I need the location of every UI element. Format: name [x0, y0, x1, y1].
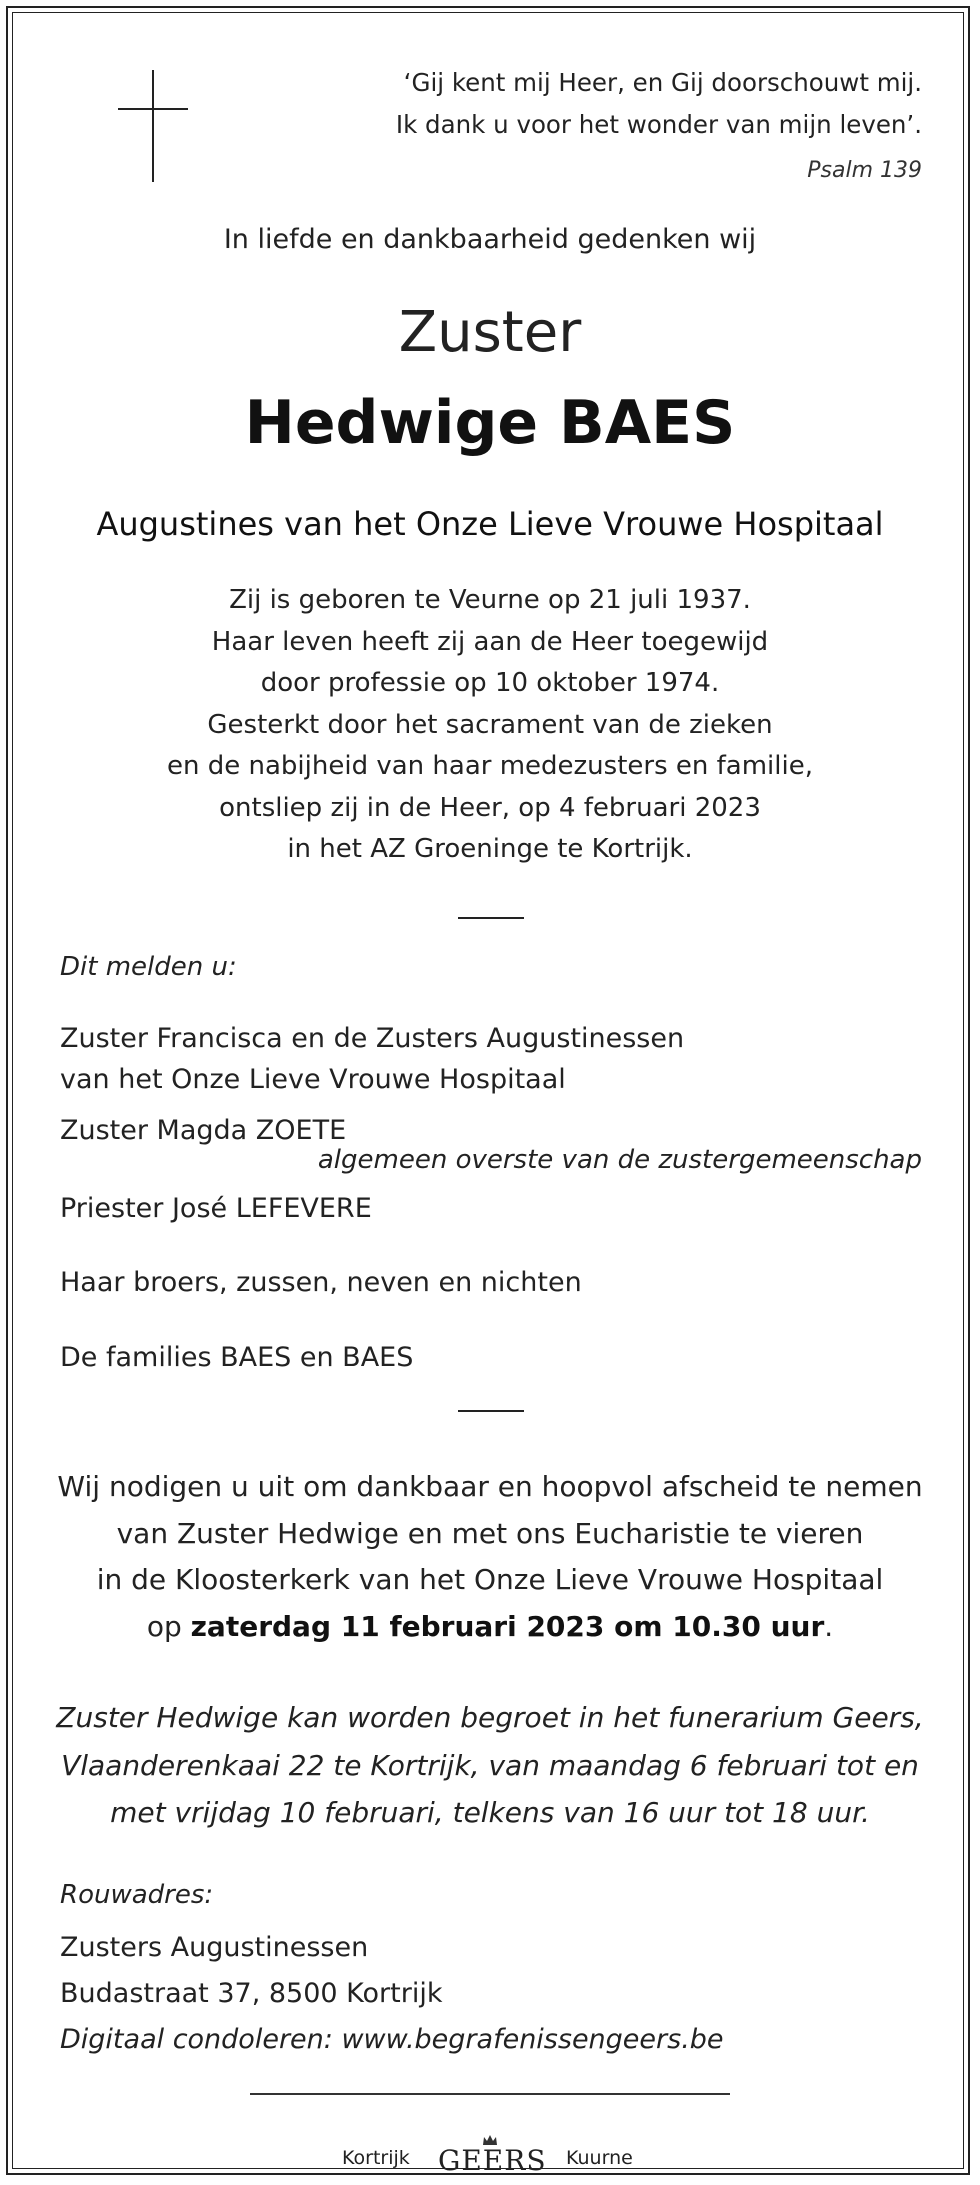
cross-horizontal	[118, 108, 188, 110]
psalm-quote	[396, 62, 922, 146]
footer-location-right: Kuurne	[566, 2147, 633, 2169]
bio-line: in het AZ Groeninge te Kortrijk.	[287, 834, 693, 864]
announcer-4: Haar broers, zussen, neven en nichten	[60, 1267, 582, 1298]
invite-line-4	[0, 1604, 980, 1651]
invite-suffix: .	[824, 1609, 834, 1643]
announcer-5: De families BAES en BAES	[60, 1342, 414, 1373]
announcer-2-role: algemeen overste van de zustergemeenschap	[317, 1145, 922, 1175]
funeral-invitation	[0, 1464, 980, 1650]
geers-logo	[438, 2134, 547, 2182]
address-label: Rouwadres:	[60, 1880, 214, 1910]
title-prefix: Zuster	[398, 300, 582, 365]
footer-location-left: Kortrijk	[342, 2147, 410, 2169]
announcer-1-line-2: van het Onze Lieve Vrouwe Hospitaal	[60, 1064, 566, 1095]
visit-line: met vrijdag 10 februari, telkens van 16 uur tot 18 uur.	[110, 1796, 870, 1829]
bio-line: Zij is geboren te Veurne op 21 juli 1937.	[229, 585, 751, 615]
announce-label: Dit melden u:	[60, 952, 237, 982]
biography	[0, 580, 980, 871]
deceased-name: Hedwige BAES	[244, 388, 736, 458]
quote-line-2: Ik dank u voor het wonder van mijn leven’.	[395, 110, 922, 139]
invite-line-3: in de Kloosterkerk van het Onze Lieve Vrouwe Hospitaal	[96, 1563, 884, 1596]
visit-line: Vlaanderenkaai 22 te Kortrijk, van maandag 6 februari tot en	[61, 1748, 919, 1782]
intro-text: In liefde en dankbaarheid gedenken wij	[223, 224, 757, 255]
cross-vertical	[152, 70, 154, 182]
announcer-1-line-1: Zuster Francisca en de Zusters Augustinessen	[60, 1023, 685, 1054]
visit-line: Zuster Hedwige kan worden begroet in het funerarium Geers,	[56, 1701, 924, 1734]
religious-order: Augustines van het Onze Lieve Vrouwe Hospitaal	[96, 505, 884, 543]
bio-line: door professie op 10 oktober 1974.	[260, 668, 720, 698]
quote-source: Psalm 139	[807, 158, 922, 183]
condolence-link[interactable]: Digitaal condoleren: www.begrafenissengeers.be	[60, 2024, 724, 2055]
address-line-1: Zusters Augustinessen	[60, 1932, 369, 1963]
invite-line-2: van Zuster Hedwige en met ons Eucharistie te vieren	[116, 1516, 864, 1550]
logo-text: GEERS	[438, 2144, 547, 2177]
divider-2	[458, 1410, 524, 1412]
bio-line: en de nabijheid van haar medezusters en familie,	[167, 751, 813, 781]
visitation-info	[0, 1694, 980, 1837]
invite-prefix: op	[146, 1609, 191, 1643]
divider-1	[458, 917, 524, 919]
bio-line: Haar leven heeft zij aan de Heer toegewijd	[211, 626, 769, 657]
announcer-3: Priester José LEFEVERE	[60, 1193, 372, 1224]
quote-line-1: ‘Gij kent mij Heer, en Gij doorschouwt mij.	[403, 68, 922, 97]
footer-divider	[250, 2093, 730, 2095]
ceremony-datetime: zaterdag 11 februari 2023 om 10.30 uur	[190, 1609, 825, 1643]
bio-line: Gesterkt door het sacrament van de zieken	[207, 709, 773, 740]
announcer-2: Zuster Magda ZOETE	[60, 1115, 347, 1146]
bio-line: ontsliep zij in de Heer, op 4 februari 2023	[219, 792, 761, 823]
address-line-2: Budastraat 37, 8500 Kortrijk	[60, 1978, 443, 2009]
invite-line-1: Wij nodigen u uit om dankbaar en hoopvol afscheid te nemen	[57, 1470, 923, 1503]
